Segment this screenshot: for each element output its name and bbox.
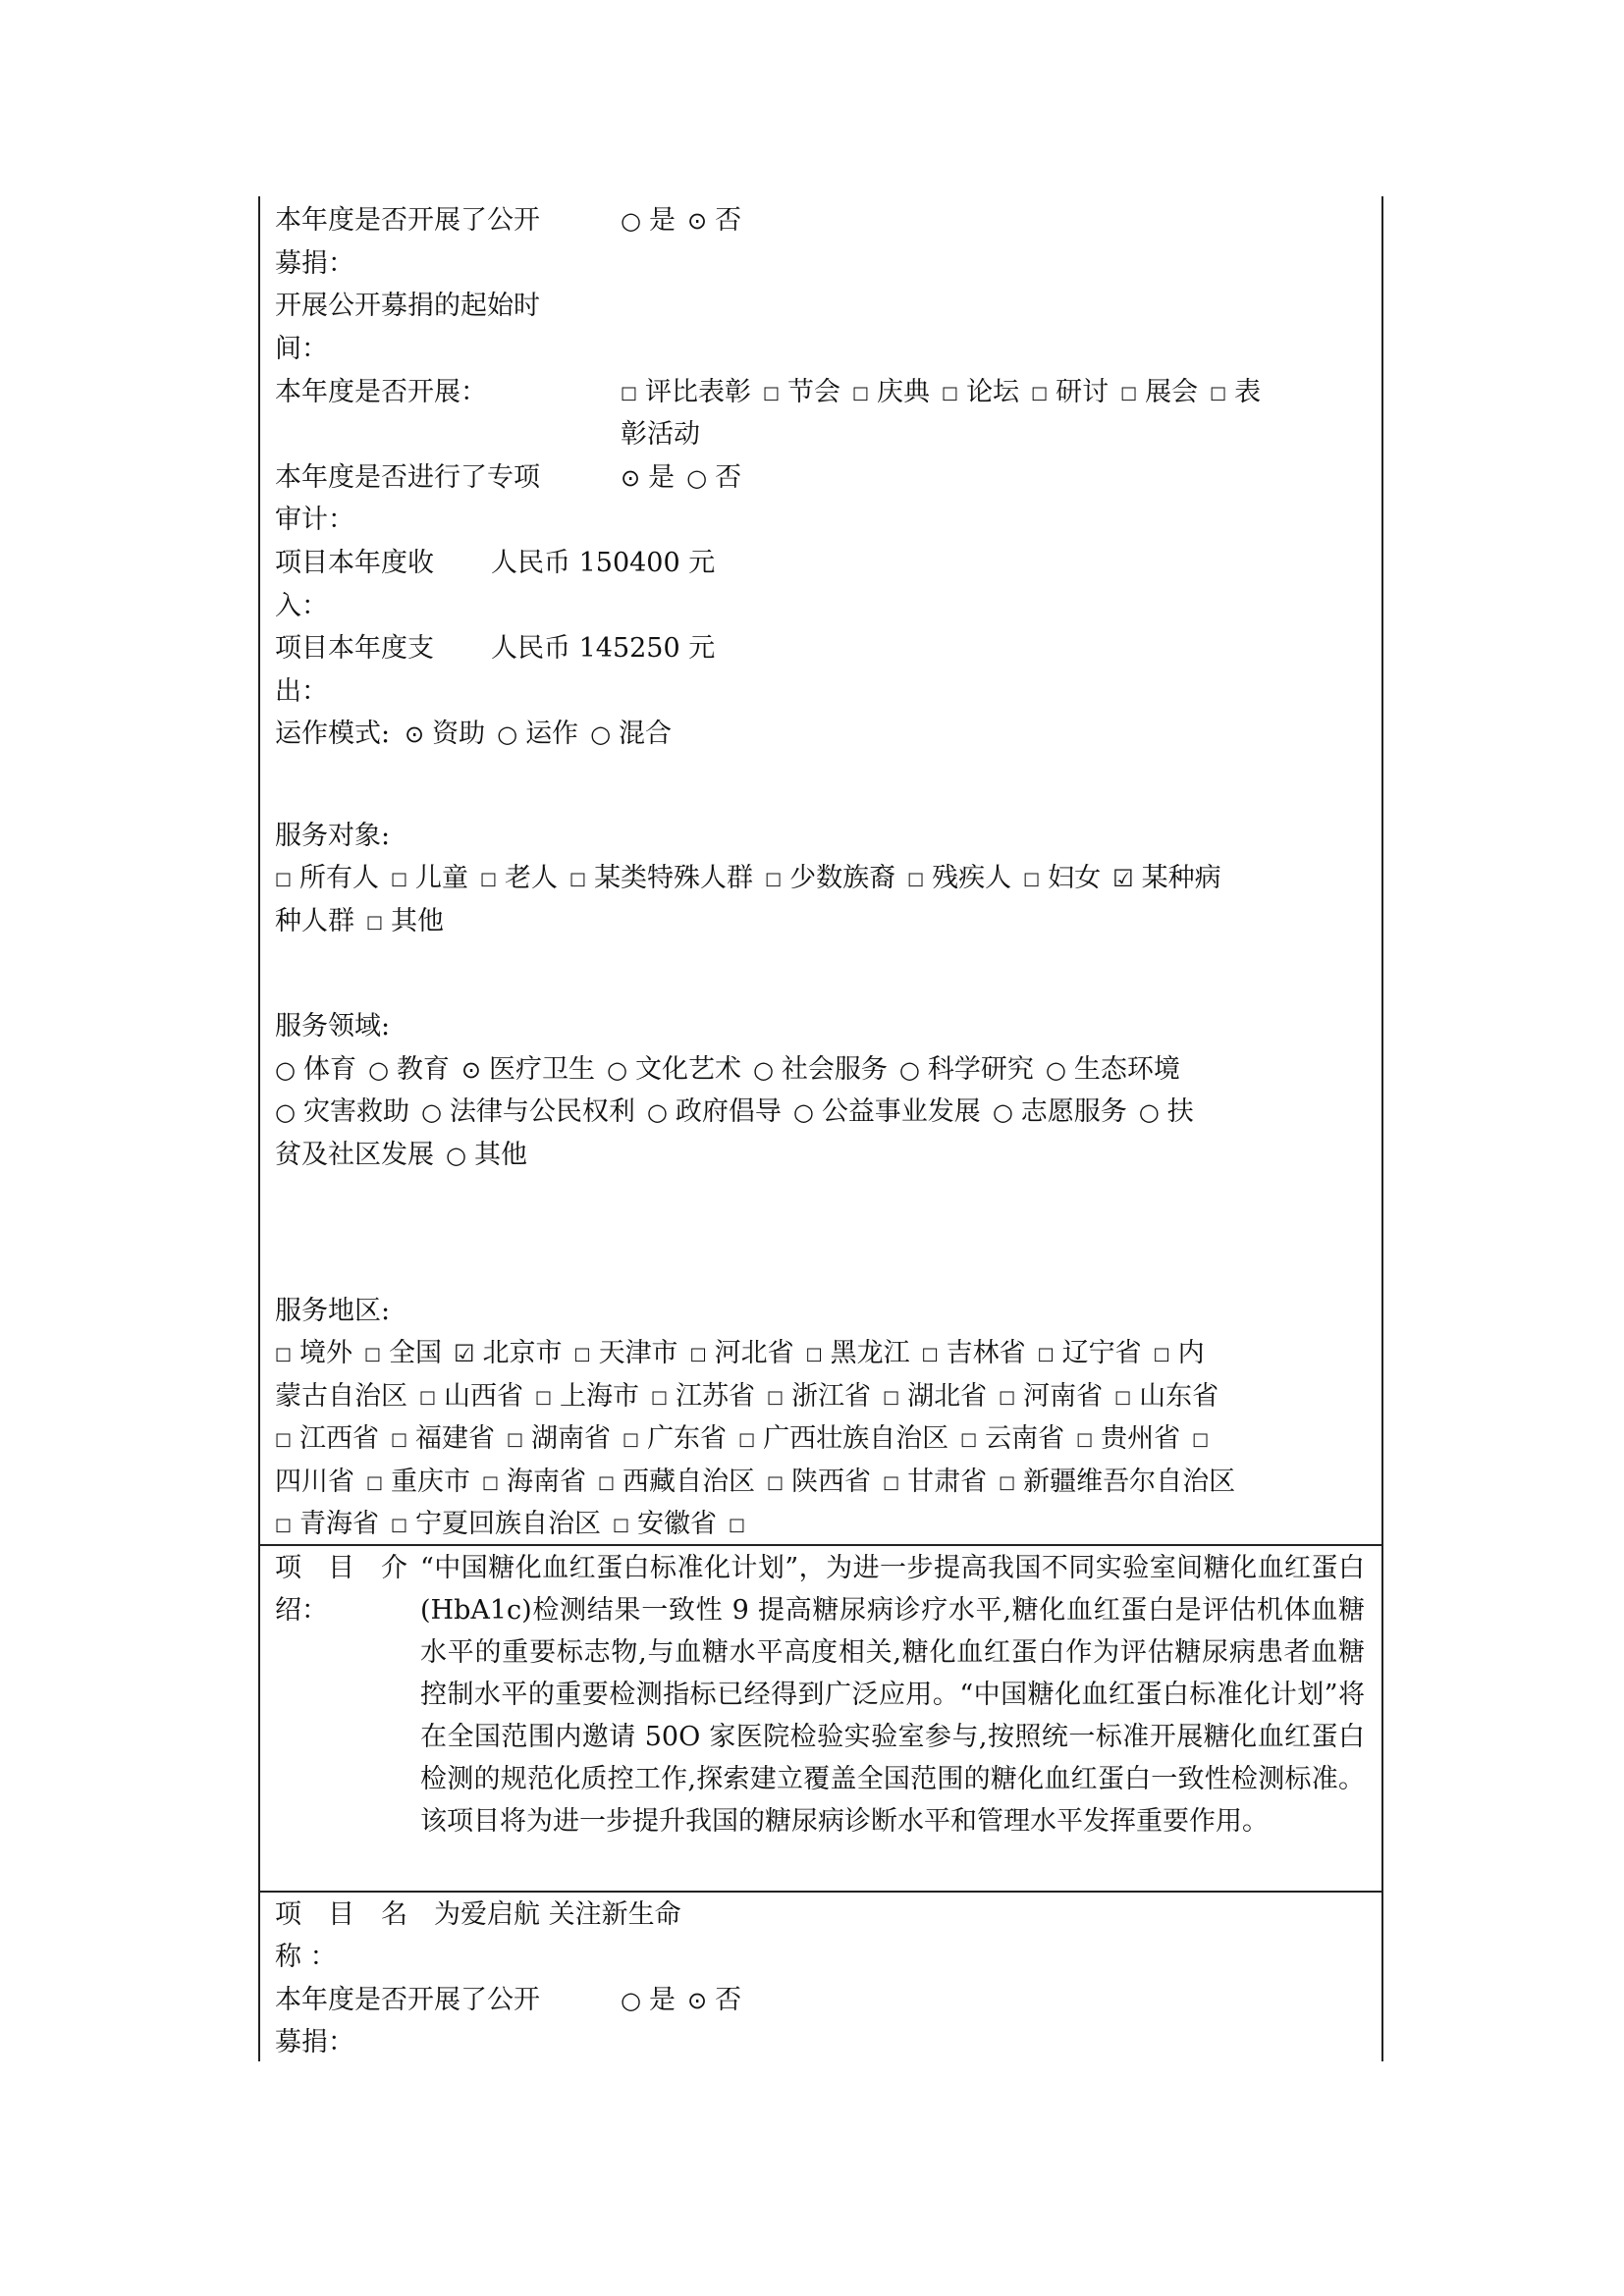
service-regions-line2 <box>275 1375 1230 1418</box>
option-label: 资助 <box>432 719 486 749</box>
option-item <box>569 863 753 893</box>
option-label: 黑龙江 <box>830 1338 910 1368</box>
option-item <box>1210 377 1261 407</box>
checkbox-unchecked-icon: □ <box>419 1387 437 1408</box>
project-name-value: 为爱启航 关注新生命 <box>434 1899 681 1930</box>
income-value: 人民币 150400 元 <box>491 548 716 578</box>
option-label: 北京市 <box>482 1338 563 1368</box>
option-item <box>1046 1054 1180 1085</box>
option-label: 否 <box>715 462 742 493</box>
checkbox-unchecked-icon: □ <box>999 1387 1016 1408</box>
option-item <box>405 719 485 749</box>
service-fields-line1 <box>275 1048 1192 1092</box>
option-item <box>421 1096 635 1127</box>
option-item <box>1038 1338 1142 1368</box>
service-fields-line3-text: 贫及社区发展 <box>275 1140 434 1170</box>
option-label: 否 <box>715 205 742 236</box>
option-label: 河南省 <box>1023 1381 1104 1412</box>
option-item <box>729 1509 753 1539</box>
option-item <box>275 863 379 893</box>
option-label: 山东省 <box>1139 1381 1219 1412</box>
option-item <box>366 1467 470 1497</box>
operation-mode-options <box>405 713 683 756</box>
audit-label-2: 审计： <box>275 505 354 535</box>
checkbox-unchecked-icon: □ <box>621 383 638 403</box>
option-label: 境外 <box>299 1338 353 1368</box>
project-intro-label-1: 项 目 介 <box>275 1553 407 1583</box>
fundraising-start-label-2: 间： <box>275 334 328 364</box>
radio-unselected-icon: ○ <box>646 1098 668 1126</box>
option-item <box>922 1338 1026 1368</box>
option-label: 广东省 <box>647 1423 728 1454</box>
option-item <box>480 863 558 893</box>
option-item <box>454 1338 563 1368</box>
option-item <box>391 863 468 893</box>
radio-unselected-icon: ○ <box>497 721 518 748</box>
row-divider-2 <box>258 1891 1383 1893</box>
checkbox-unchecked-icon: □ <box>805 1344 823 1364</box>
checkbox-unchecked-icon: □ <box>275 869 293 889</box>
radio-unselected-icon: ○ <box>590 721 612 748</box>
option-item <box>687 205 741 236</box>
option-label: 全国 <box>389 1338 443 1368</box>
s2-public-fundraising-label-1: 本年度是否开展了公开 <box>275 1985 540 2015</box>
project-name-label-2: 称 ： <box>275 1942 337 1972</box>
radio-unselected-icon: ○ <box>607 1056 627 1084</box>
option-item <box>607 1054 741 1085</box>
option-label: 海南省 <box>507 1467 587 1497</box>
option-label: 宁夏回族自治区 <box>415 1509 602 1539</box>
checkbox-unchecked-icon: □ <box>767 1387 785 1408</box>
checkbox-unchecked-icon: □ <box>738 1429 756 1450</box>
option-label: 否 <box>715 1985 742 2015</box>
option-item <box>391 1423 495 1454</box>
option-label: 云南省 <box>985 1423 1065 1454</box>
option-label: 广西壮族自治区 <box>763 1423 949 1454</box>
service-regions-line2-text: 蒙古自治区 <box>275 1381 407 1412</box>
option-item <box>364 1338 442 1368</box>
option-item <box>507 1423 611 1454</box>
option-item <box>767 1467 871 1497</box>
activities-options <box>621 371 1272 414</box>
radio-selected-icon: ⊙ <box>405 721 425 748</box>
option-item <box>1112 863 1221 893</box>
checkbox-unchecked-icon: □ <box>1210 383 1227 403</box>
radio-unselected-icon: ○ <box>752 1056 774 1084</box>
option-label: 内 <box>1177 1338 1205 1368</box>
option-item <box>275 1096 409 1127</box>
option-label: 志愿服务 <box>1020 1096 1127 1127</box>
expense-label-1: 项目本年度支 <box>275 633 434 664</box>
option-label: 福建省 <box>415 1423 496 1454</box>
option-label: 是 <box>648 1985 676 2015</box>
option-item <box>907 863 1011 893</box>
option-item <box>621 205 676 236</box>
radio-unselected-icon: ○ <box>275 1056 296 1084</box>
option-label: 体育 <box>302 1054 356 1085</box>
checkbox-unchecked-icon: □ <box>921 1344 939 1364</box>
option-label: 研讨 <box>1056 377 1110 407</box>
option-label: 甘肃省 <box>907 1467 988 1497</box>
audit-label-1: 本年度是否进行了专项 <box>275 462 540 493</box>
checkbox-unchecked-icon: □ <box>1114 1387 1132 1408</box>
option-item <box>690 1338 794 1368</box>
radio-selected-icon: ⊙ <box>621 464 641 492</box>
option-item <box>999 1381 1103 1412</box>
option-label: 少数族裔 <box>789 863 896 893</box>
checkbox-unchecked-icon: □ <box>767 1472 785 1493</box>
option-label: 所有人 <box>299 863 380 893</box>
option-label: 浙江省 <box>791 1381 872 1412</box>
project-intro-label-2: 绍： <box>275 1595 328 1626</box>
checkbox-unchecked-icon: □ <box>960 1429 978 1450</box>
service-fields-label: 服务领域: <box>275 1011 391 1041</box>
radio-unselected-icon: ○ <box>686 464 708 492</box>
option-label: 妇女 <box>1048 863 1102 893</box>
option-item <box>738 1423 948 1454</box>
option-label: 湖南省 <box>531 1423 612 1454</box>
service-targets-line1 <box>275 857 1233 900</box>
checkbox-unchecked-icon: □ <box>883 1472 900 1493</box>
option-label: 江西省 <box>299 1423 380 1454</box>
option-label: 某种病 <box>1141 863 1221 893</box>
option-label: 贵州省 <box>1101 1423 1181 1454</box>
audit-options <box>621 456 753 500</box>
option-item <box>446 1140 527 1170</box>
option-item <box>275 1338 352 1368</box>
option-label: 法律与公民权利 <box>449 1096 635 1127</box>
option-item <box>793 1096 981 1127</box>
option-item <box>275 1423 379 1454</box>
service-targets-label: 服务对象: <box>275 821 391 851</box>
radio-unselected-icon: ○ <box>621 1987 641 2014</box>
fundraising-start-label-1: 开展公开募捐的起始时 <box>275 291 540 321</box>
option-item <box>461 1054 595 1085</box>
option-label: 江苏省 <box>676 1381 756 1412</box>
option-label: 其他 <box>391 906 445 936</box>
option-label: 某类特殊人群 <box>594 863 754 893</box>
option-item <box>275 1509 379 1539</box>
checkbox-unchecked-icon: □ <box>999 1472 1016 1493</box>
income-label-1: 项目本年度收 <box>275 548 434 578</box>
option-label: 湖北省 <box>907 1381 988 1412</box>
operation-mode-label: 运作模式: <box>275 719 391 749</box>
project-name-label-1: 项 目 名 <box>275 1899 407 1930</box>
option-item <box>621 377 751 407</box>
checkbox-unchecked-icon: □ <box>569 869 587 889</box>
checkbox-unchecked-icon: □ <box>535 1387 553 1408</box>
checkbox-unchecked-icon: □ <box>598 1472 616 1493</box>
option-item <box>623 1423 727 1454</box>
option-label: 灾害救助 <box>302 1096 409 1127</box>
service-regions-line4 <box>275 1461 1247 1504</box>
checkbox-unchecked-icon: □ <box>689 1344 707 1364</box>
service-targets-line2-text: 种人群 <box>275 906 354 936</box>
checkbox-unchecked-icon: □ <box>480 869 498 889</box>
public-fundraising-label-1: 本年度是否开展了公开 <box>275 205 540 236</box>
service-regions-line3 <box>275 1417 1228 1461</box>
checkbox-checked-icon: ☑ <box>454 1340 475 1367</box>
radio-unselected-icon: ○ <box>367 1056 389 1084</box>
option-item <box>598 1467 755 1497</box>
option-item <box>368 1054 450 1085</box>
checkbox-checked-icon: ☑ <box>1112 865 1134 892</box>
option-label: 上海市 <box>560 1381 640 1412</box>
option-item <box>763 377 840 407</box>
option-label: 扶 <box>1166 1096 1194 1127</box>
option-label: 天津市 <box>598 1338 678 1368</box>
service-targets-line2-options <box>366 906 456 936</box>
option-item <box>1192 1423 1217 1454</box>
option-label: 安徽省 <box>637 1509 718 1539</box>
checkbox-unchecked-icon: □ <box>852 383 870 403</box>
radio-unselected-icon: ○ <box>992 1098 1013 1126</box>
option-item <box>419 1381 523 1412</box>
checkbox-unchecked-icon: □ <box>1023 869 1041 889</box>
option-label: 庆典 <box>877 377 931 407</box>
option-item <box>647 1096 782 1127</box>
option-item <box>590 719 672 749</box>
checkbox-unchecked-icon: □ <box>613 1515 630 1535</box>
option-label: 老人 <box>505 863 559 893</box>
checkbox-unchecked-icon: □ <box>729 1515 746 1535</box>
option-item <box>753 1054 888 1085</box>
option-label: 儿童 <box>415 863 469 893</box>
option-item <box>391 1509 601 1539</box>
option-label: 评比表彰 <box>645 377 752 407</box>
option-label: 吉林省 <box>946 1338 1026 1368</box>
radio-unselected-icon: ○ <box>446 1142 466 1169</box>
option-label: 节会 <box>787 377 841 407</box>
option-item <box>687 1985 741 2015</box>
option-item <box>613 1509 717 1539</box>
option-item <box>1154 1338 1205 1368</box>
checkbox-unchecked-icon: □ <box>507 1429 524 1450</box>
radio-unselected-icon: ○ <box>621 207 641 235</box>
option-label: 教育 <box>396 1054 450 1085</box>
public-fundraising-options <box>621 199 753 242</box>
option-item <box>366 906 444 936</box>
checkbox-unchecked-icon: □ <box>765 869 783 889</box>
option-label: 西藏自治区 <box>623 1467 756 1497</box>
checkbox-unchecked-icon: □ <box>623 1429 640 1450</box>
income-label-2: 入： <box>275 591 328 621</box>
option-label: 论坛 <box>966 377 1020 407</box>
checkbox-unchecked-icon: □ <box>907 869 925 889</box>
radio-unselected-icon: ○ <box>792 1098 814 1126</box>
option-label: 公益事业发展 <box>821 1096 981 1127</box>
option-label: 科学研究 <box>927 1054 1034 1085</box>
option-item <box>482 1467 586 1497</box>
option-label: 展会 <box>1145 377 1199 407</box>
checkbox-unchecked-icon: □ <box>651 1387 669 1408</box>
service-fields-line2 <box>275 1091 1206 1134</box>
option-item <box>1120 377 1198 407</box>
public-fundraising-label-2: 募捐： <box>275 248 354 279</box>
service-fields-line3-options <box>446 1140 539 1170</box>
activities-label: 本年度是否开展： <box>275 377 487 407</box>
radio-unselected-icon: ○ <box>420 1098 442 1126</box>
checkbox-unchecked-icon: □ <box>482 1472 500 1493</box>
option-item <box>621 462 675 493</box>
option-item <box>1076 1423 1180 1454</box>
option-label: 文化艺术 <box>634 1054 741 1085</box>
option-label: 运作 <box>525 719 579 749</box>
checkbox-unchecked-icon: □ <box>1076 1429 1094 1450</box>
activities-line2: 彰活动 <box>621 419 700 450</box>
option-item <box>275 1054 356 1085</box>
radio-selected-icon: ⊙ <box>686 1987 708 2014</box>
option-item <box>883 1381 987 1412</box>
option-label: 是 <box>648 205 676 236</box>
option-label: 河北省 <box>714 1338 794 1368</box>
checkbox-unchecked-icon: □ <box>1031 383 1049 403</box>
option-label: 陕西省 <box>791 1467 872 1497</box>
option-item <box>1031 377 1109 407</box>
option-label: 政府倡导 <box>675 1096 782 1127</box>
option-item <box>852 377 930 407</box>
s2-public-fundraising-options <box>621 1979 753 2022</box>
checkbox-unchecked-icon: □ <box>1192 1429 1210 1450</box>
checkbox-unchecked-icon: □ <box>364 1344 382 1364</box>
checkbox-unchecked-icon: □ <box>1153 1344 1170 1364</box>
option-label: 山西省 <box>444 1381 524 1412</box>
project-intro-text: “中国糖化血红蛋白标准化计划”，为进一步提高我国不同实验室间糖化血红蛋白(HbA1c)检测结果一致性 9 提高糖尿病诊疗水平,糖化血红蛋白是评估机体血糖水平的重要标志物,与血糖水平高度相关,糖化血红蛋白作为评估糖尿病患者血糖控制水平的重要检测指标已经得到广泛应用。“中国糖化血红蛋白标准化计划”将在全国范围内邀请 50O 家医院检验实验室参与,按照统一标准开展糖化血红蛋白检测的规范化质控工作,探索建立覆盖全国范围的糖化血红蛋白一致性检测标准。该项目将为进一步提升我国的糖尿病诊断水平和管理水平发挥重要作用。 <box>420 1553 1365 1837</box>
service-regions-label: 服务地区: <box>275 1296 391 1326</box>
radio-unselected-icon: ○ <box>1045 1056 1066 1084</box>
service-regions-line2-options <box>419 1381 1230 1412</box>
checkbox-unchecked-icon: □ <box>573 1344 591 1364</box>
radio-unselected-icon: ○ <box>898 1056 920 1084</box>
option-label: 是 <box>648 462 676 493</box>
option-label: 社会服务 <box>781 1054 888 1085</box>
checkbox-unchecked-icon: □ <box>1037 1344 1055 1364</box>
option-item <box>497 719 578 749</box>
option-item <box>1139 1096 1194 1127</box>
option-label: 青海省 <box>299 1509 380 1539</box>
checkbox-unchecked-icon: □ <box>883 1387 900 1408</box>
s2-public-fundraising-label-2: 募捐： <box>275 2027 354 2057</box>
option-label: 其他 <box>473 1140 527 1170</box>
option-item <box>1114 1381 1218 1412</box>
option-item <box>686 462 741 493</box>
service-targets-line2 <box>275 900 456 943</box>
radio-unselected-icon: ○ <box>275 1098 296 1126</box>
option-item <box>535 1381 639 1412</box>
checkbox-unchecked-icon: □ <box>275 1515 293 1535</box>
checkbox-unchecked-icon: □ <box>391 869 408 889</box>
service-fields-line3 <box>275 1134 539 1177</box>
radio-unselected-icon: ○ <box>1138 1098 1160 1126</box>
checkbox-unchecked-icon: □ <box>275 1344 293 1364</box>
checkbox-unchecked-icon: □ <box>366 912 384 933</box>
option-item <box>651 1381 755 1412</box>
option-label: 表 <box>1234 377 1262 407</box>
option-item <box>806 1338 910 1368</box>
option-item <box>765 863 895 893</box>
service-regions-line1 <box>275 1332 1217 1375</box>
option-item <box>883 1467 987 1497</box>
option-item <box>960 1423 1064 1454</box>
option-item <box>899 1054 1034 1085</box>
option-label: 残疾人 <box>932 863 1012 893</box>
checkbox-unchecked-icon: □ <box>366 1472 384 1493</box>
option-label: 重庆市 <box>391 1467 471 1497</box>
option-label: 混合 <box>619 719 673 749</box>
service-regions-line4-text: 四川省 <box>275 1467 354 1497</box>
expense-label-2: 出： <box>275 676 328 707</box>
option-item <box>993 1096 1127 1127</box>
checkbox-unchecked-icon: □ <box>391 1515 408 1535</box>
checkbox-unchecked-icon: □ <box>763 383 781 403</box>
option-item <box>1023 863 1101 893</box>
expense-value: 人民币 145250 元 <box>491 633 716 664</box>
checkbox-unchecked-icon: □ <box>275 1429 293 1450</box>
option-item <box>942 377 1019 407</box>
option-label: 生态环境 <box>1073 1054 1180 1085</box>
option-item <box>999 1467 1235 1497</box>
radio-selected-icon: ⊙ <box>686 207 708 235</box>
checkbox-unchecked-icon: □ <box>942 383 959 403</box>
option-item <box>621 1985 676 2015</box>
checkbox-unchecked-icon: □ <box>1120 383 1138 403</box>
service-regions-line4-options <box>366 1467 1247 1497</box>
option-label: 新疆维吾尔自治区 <box>1023 1467 1236 1497</box>
checkbox-unchecked-icon: □ <box>391 1429 408 1450</box>
option-label: 医疗卫生 <box>489 1054 596 1085</box>
option-label: 辽宁省 <box>1061 1338 1142 1368</box>
service-regions-line5 <box>275 1503 765 1546</box>
option-item <box>767 1381 871 1412</box>
option-item <box>574 1338 678 1368</box>
radio-selected-icon: ⊙ <box>460 1056 482 1084</box>
